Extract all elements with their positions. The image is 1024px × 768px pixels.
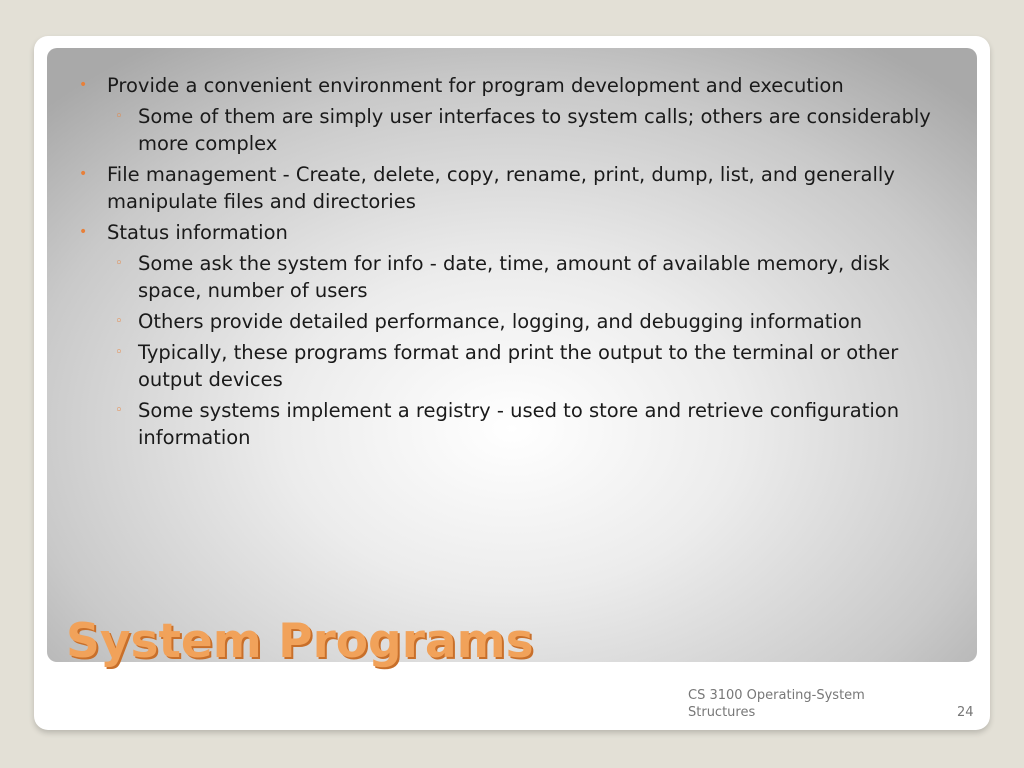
sub-bullet-item <box>105 339 935 393</box>
bullet-text: Some systems implement a registry - used to store and retrieve configuration information <box>138 399 900 449</box>
content-panel <box>47 48 977 662</box>
bullet-text: File management - Create, delete, copy, rename, print, dump, list, and generally manipulate files and directories <box>107 163 895 213</box>
bullet-dot-icon: • <box>79 77 88 93</box>
bullet-text: Provide a convenient environment for program development and execution <box>107 74 844 97</box>
bullet-item <box>79 219 935 246</box>
bullet-list <box>79 72 935 455</box>
bullet-dot-icon: • <box>79 166 88 182</box>
bullet-text: Status information <box>107 221 288 244</box>
bullet-circle-icon: ◦ <box>115 314 123 329</box>
bullet-text: Others provide detailed performance, logging, and debugging information <box>138 310 863 333</box>
page-number: 24 <box>957 705 974 720</box>
bullet-circle-icon: ◦ <box>115 256 123 271</box>
bullet-text: Typically, these programs format and print the output to the terminal or other output devices <box>138 341 899 391</box>
bullet-circle-icon: ◦ <box>115 403 123 418</box>
sub-bullet-item <box>105 397 935 451</box>
sub-bullet-item <box>105 103 935 157</box>
bullet-text: Some of them are simply user interfaces to system calls; others are considerably more complex <box>138 105 931 155</box>
bullet-circle-icon: ◦ <box>115 345 123 360</box>
bullet-dot-icon: • <box>79 224 88 240</box>
bullet-item <box>79 161 935 215</box>
bullet-circle-icon: ◦ <box>115 109 123 124</box>
slide-title: System Programs <box>66 614 534 669</box>
sub-bullet-item <box>105 250 935 304</box>
bullet-text: Some ask the system for info - date, time, amount of available memory, disk space, number of users <box>138 252 890 302</box>
footer-text: CS 3100 Operating-System Structures <box>688 688 865 720</box>
sub-bullet-item <box>105 308 935 335</box>
bullet-item <box>79 72 935 99</box>
